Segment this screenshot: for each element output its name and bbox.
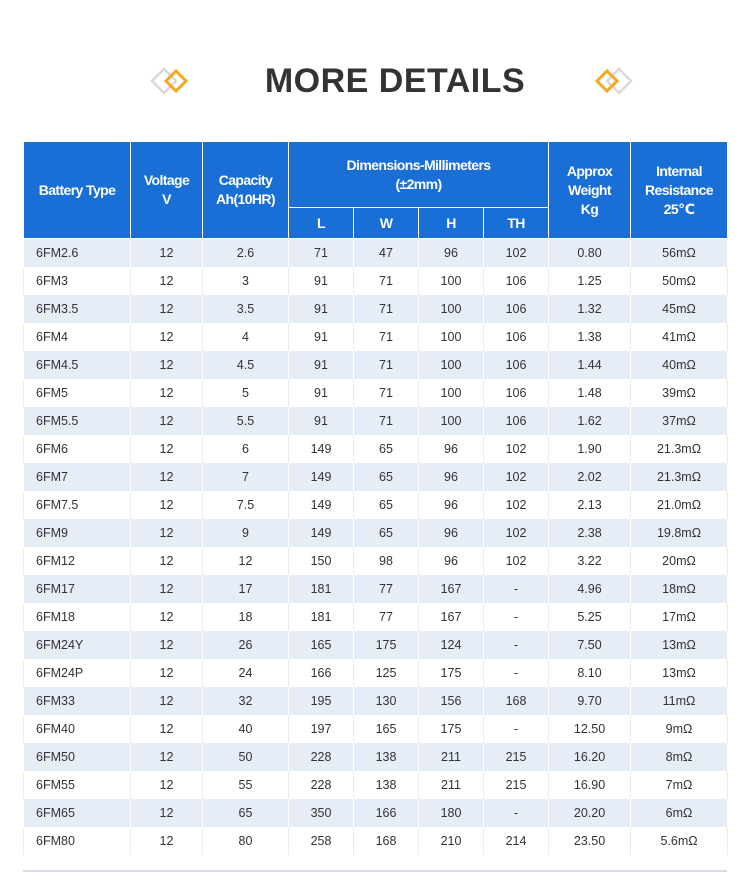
cell-dim-l: 228 [289,743,354,771]
cell-capacity: 7.5 [203,491,289,519]
cell-capacity: 17 [203,575,289,603]
cell-dim-th: - [484,659,549,687]
cell-dim-w: 166 [354,799,419,827]
cell-voltage: 12 [131,771,203,799]
table-row [24,743,728,771]
cell-dim-th: 102 [484,463,549,491]
cell-resistance: 20mΩ [631,547,728,575]
diamond-icon [593,67,633,95]
cell-dim-th: 102 [484,519,549,547]
table-row [24,379,728,407]
cell-dim-l: 91 [289,295,354,323]
cell-dim-th: 102 [484,547,549,575]
table-row [24,715,728,743]
cell-battery-type: 6FM18 [24,603,131,631]
header-battery-type: Battery Type [24,142,131,239]
cell-voltage: 12 [131,519,203,547]
cell-resistance: 56mΩ [631,239,728,268]
cell-voltage: 12 [131,463,203,491]
cell-capacity: 5 [203,379,289,407]
table-row [24,463,728,491]
cell-dim-l: 149 [289,519,354,547]
table-row [24,435,728,463]
header-resistance: Internal Resistance 25℃ [631,142,728,239]
cell-weight: 1.90 [549,435,631,463]
header-dim-w: W [354,208,419,239]
cell-voltage: 12 [131,603,203,631]
cell-dim-th: 215 [484,771,549,799]
cell-battery-type: 6FM33 [24,687,131,715]
cell-dim-l: 91 [289,267,354,295]
cell-battery-type: 6FM24Y [24,631,131,659]
cell-dim-l: 166 [289,659,354,687]
table-row [24,575,728,603]
cell-resistance: 19.8mΩ [631,519,728,547]
cell-dim-h: 100 [419,379,484,407]
table-row [24,519,728,547]
cell-voltage: 12 [131,239,203,268]
cell-battery-type: 6FM50 [24,743,131,771]
cell-dim-l: 149 [289,435,354,463]
cell-weight: 9.70 [549,687,631,715]
cell-dim-h: 124 [419,631,484,659]
table-row [24,407,728,435]
cell-dim-l: 181 [289,603,354,631]
battery-spec-table [23,141,728,855]
table-bottom-border [23,870,727,872]
cell-voltage: 12 [131,407,203,435]
cell-dim-w: 175 [354,631,419,659]
cell-dim-w: 138 [354,743,419,771]
cell-dim-l: 91 [289,407,354,435]
cell-resistance: 13mΩ [631,631,728,659]
cell-dim-l: 195 [289,687,354,715]
cell-battery-type: 6FM65 [24,799,131,827]
header-dim-th: TH [484,208,549,239]
cell-resistance: 6mΩ [631,799,728,827]
cell-resistance: 13mΩ [631,659,728,687]
cell-dim-h: 96 [419,519,484,547]
cell-dim-w: 125 [354,659,419,687]
cell-resistance: 21.3mΩ [631,463,728,491]
cell-weight: 23.50 [549,827,631,855]
cell-dim-l: 258 [289,827,354,855]
cell-dim-w: 168 [354,827,419,855]
cell-dim-h: 180 [419,799,484,827]
cell-dim-th: 102 [484,435,549,463]
cell-capacity: 18 [203,603,289,631]
cell-weight: 1.44 [549,351,631,379]
cell-battery-type: 6FM7 [24,463,131,491]
header-dimensions: Dimensions-Millimeters (±2mm) [289,142,549,208]
cell-dim-th: 106 [484,295,549,323]
cell-voltage: 12 [131,435,203,463]
cell-dim-w: 65 [354,491,419,519]
cell-battery-type: 6FM17 [24,575,131,603]
cell-battery-type: 6FM6 [24,435,131,463]
cell-dim-w: 77 [354,575,419,603]
cell-capacity: 5.5 [203,407,289,435]
header-voltage: Voltage V [131,142,203,239]
cell-capacity: 65 [203,799,289,827]
cell-dim-th: 106 [484,267,549,295]
cell-voltage: 12 [131,743,203,771]
cell-weight: 1.48 [549,379,631,407]
cell-voltage: 12 [131,827,203,855]
cell-dim-w: 65 [354,435,419,463]
cell-dim-l: 71 [289,239,354,268]
cell-battery-type: 6FM5.5 [24,407,131,435]
cell-dim-h: 211 [419,771,484,799]
cell-dim-w: 98 [354,547,419,575]
table-row [24,687,728,715]
table-row [24,351,728,379]
cell-dim-th: 106 [484,351,549,379]
cell-dim-th: - [484,603,549,631]
cell-dim-l: 228 [289,771,354,799]
cell-weight: 1.32 [549,295,631,323]
table-row [24,827,728,855]
cell-resistance: 50mΩ [631,267,728,295]
cell-capacity: 32 [203,687,289,715]
section-header [0,58,750,108]
cell-dim-l: 165 [289,631,354,659]
cell-battery-type: 6FM80 [24,827,131,855]
cell-battery-type: 6FM9 [24,519,131,547]
cell-dim-h: 100 [419,351,484,379]
cell-dim-h: 210 [419,827,484,855]
cell-voltage: 12 [131,491,203,519]
cell-resistance: 40mΩ [631,351,728,379]
cell-capacity: 4.5 [203,351,289,379]
cell-dim-h: 167 [419,575,484,603]
cell-dim-l: 181 [289,575,354,603]
cell-dim-h: 100 [419,267,484,295]
cell-voltage: 12 [131,687,203,715]
cell-weight: 1.25 [549,267,631,295]
cell-capacity: 9 [203,519,289,547]
cell-battery-type: 6FM5 [24,379,131,407]
cell-capacity: 50 [203,743,289,771]
cell-capacity: 2.6 [203,239,289,268]
table-row [24,267,728,295]
cell-weight: 12.50 [549,715,631,743]
cell-dim-h: 100 [419,295,484,323]
table-row [24,239,728,268]
cell-dim-h: 156 [419,687,484,715]
cell-capacity: 3 [203,267,289,295]
cell-battery-type: 6FM24P [24,659,131,687]
cell-dim-th: 102 [484,491,549,519]
cell-dim-th: - [484,575,549,603]
cell-dim-w: 165 [354,715,419,743]
cell-battery-type: 6FM55 [24,771,131,799]
cell-dim-h: 96 [419,547,484,575]
cell-dim-th: 215 [484,743,549,771]
cell-resistance: 21.0mΩ [631,491,728,519]
cell-dim-l: 91 [289,323,354,351]
cell-dim-th: 106 [484,323,549,351]
cell-dim-w: 71 [354,379,419,407]
cell-dim-w: 71 [354,267,419,295]
cell-dim-h: 96 [419,463,484,491]
cell-battery-type: 6FM4 [24,323,131,351]
cell-battery-type: 6FM7.5 [24,491,131,519]
cell-resistance: 45mΩ [631,295,728,323]
cell-resistance: 18mΩ [631,575,728,603]
cell-resistance: 41mΩ [631,323,728,351]
cell-dim-w: 130 [354,687,419,715]
header-dim-h: H [419,208,484,239]
cell-weight: 16.90 [549,771,631,799]
cell-dim-h: 96 [419,491,484,519]
cell-battery-type: 6FM2.6 [24,239,131,268]
cell-dim-w: 65 [354,463,419,491]
cell-dim-w: 71 [354,295,419,323]
cell-dim-h: 175 [419,715,484,743]
cell-resistance: 9mΩ [631,715,728,743]
cell-resistance: 8mΩ [631,743,728,771]
cell-capacity: 55 [203,771,289,799]
cell-voltage: 12 [131,715,203,743]
cell-battery-type: 6FM3 [24,267,131,295]
table-row [24,603,728,631]
cell-capacity: 6 [203,435,289,463]
cell-resistance: 11mΩ [631,687,728,715]
cell-dim-l: 149 [289,463,354,491]
table-row [24,547,728,575]
cell-voltage: 12 [131,659,203,687]
cell-weight: 2.38 [549,519,631,547]
cell-weight: 3.22 [549,547,631,575]
cell-capacity: 26 [203,631,289,659]
cell-dim-w: 77 [354,603,419,631]
cell-weight: 20.20 [549,799,631,827]
table-row [24,295,728,323]
table-body [24,239,728,856]
cell-weight: 2.02 [549,463,631,491]
page-title: MORE DETAILS [264,62,526,100]
cell-resistance: 39mΩ [631,379,728,407]
header-dim-l: L [289,208,354,239]
cell-voltage: 12 [131,631,203,659]
cell-dim-l: 91 [289,379,354,407]
cell-weight: 5.25 [549,603,631,631]
table-row [24,771,728,799]
cell-dim-w: 47 [354,239,419,268]
cell-voltage: 12 [131,799,203,827]
cell-dim-w: 71 [354,323,419,351]
cell-dim-l: 149 [289,491,354,519]
cell-weight: 7.50 [549,631,631,659]
cell-dim-w: 71 [354,407,419,435]
cell-capacity: 12 [203,547,289,575]
cell-capacity: 40 [203,715,289,743]
cell-dim-h: 175 [419,659,484,687]
cell-dim-th: 214 [484,827,549,855]
cell-resistance: 17mΩ [631,603,728,631]
cell-dim-l: 91 [289,351,354,379]
cell-weight: 8.10 [549,659,631,687]
cell-weight: 2.13 [549,491,631,519]
cell-weight: 1.62 [549,407,631,435]
cell-resistance: 21.3mΩ [631,435,728,463]
cell-resistance: 5.6mΩ [631,827,728,855]
cell-dim-th: 106 [484,407,549,435]
cell-battery-type: 6FM4.5 [24,351,131,379]
cell-weight: 0.80 [549,239,631,268]
cell-dim-l: 150 [289,547,354,575]
header-weight: Approx Weight Kg [549,142,631,239]
cell-battery-type: 6FM3.5 [24,295,131,323]
cell-dim-w: 65 [354,519,419,547]
table-row [24,631,728,659]
cell-dim-th: 106 [484,379,549,407]
cell-voltage: 12 [131,379,203,407]
cell-dim-l: 197 [289,715,354,743]
header-capacity: Capacity Ah(10HR) [203,142,289,239]
cell-dim-w: 71 [354,351,419,379]
cell-dim-h: 96 [419,239,484,268]
cell-battery-type: 6FM40 [24,715,131,743]
cell-capacity: 7 [203,463,289,491]
cell-capacity: 24 [203,659,289,687]
cell-resistance: 7mΩ [631,771,728,799]
cell-dim-th: - [484,715,549,743]
cell-dim-h: 100 [419,323,484,351]
cell-voltage: 12 [131,547,203,575]
cell-dim-h: 167 [419,603,484,631]
cell-voltage: 12 [131,295,203,323]
cell-voltage: 12 [131,267,203,295]
cell-battery-type: 6FM12 [24,547,131,575]
cell-voltage: 12 [131,351,203,379]
table-row [24,799,728,827]
cell-dim-th: 168 [484,687,549,715]
cell-dim-th: 102 [484,239,549,268]
table-row [24,491,728,519]
table-row [24,323,728,351]
cell-dim-h: 96 [419,435,484,463]
cell-voltage: 12 [131,323,203,351]
cell-dim-th: - [484,631,549,659]
cell-capacity: 4 [203,323,289,351]
cell-weight: 1.38 [549,323,631,351]
cell-dim-w: 138 [354,771,419,799]
table-row [24,659,728,687]
cell-capacity: 3.5 [203,295,289,323]
cell-resistance: 37mΩ [631,407,728,435]
cell-voltage: 12 [131,575,203,603]
cell-capacity: 80 [203,827,289,855]
cell-dim-h: 211 [419,743,484,771]
cell-weight: 4.96 [549,575,631,603]
cell-weight: 16.20 [549,743,631,771]
cell-dim-th: - [484,799,549,827]
cell-dim-l: 350 [289,799,354,827]
cell-dim-h: 100 [419,407,484,435]
